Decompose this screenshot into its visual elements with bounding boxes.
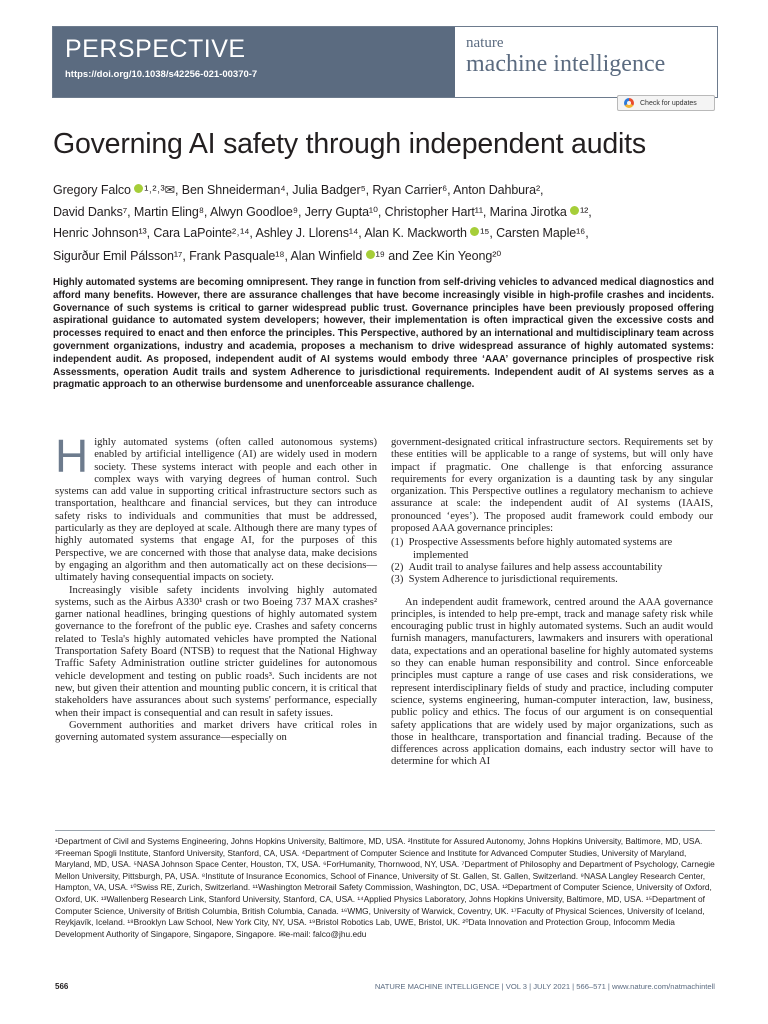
journal-header [52, 26, 718, 98]
author-line[interactable]: Henric Johnson¹³, Cara LaPointe²˒¹⁴, Ashley J. Llorens¹⁴, Alan K. Mackworth ¹⁵, Carsten Maple¹⁶, [53, 226, 589, 240]
check-for-updates-label: Check for updates [640, 99, 697, 107]
section-band [53, 27, 455, 97]
list-item: (1) Prospective Assessments before highly automated systems are implemented [391, 537, 673, 561]
author-line[interactable]: Gregory Falco ¹˒²˒³✉, Ben Shneiderman⁴, Julia Badger⁵, Ryan Carrier⁶, Anton Dahbura², [53, 183, 544, 197]
author-line[interactable]: Sigurður Emil Pálsson¹⁷, Frank Pasquale¹⁸, Alan Winfield ¹⁹ and Zee Kin Yeong²⁰ [53, 249, 502, 263]
orcid-icon[interactable] [470, 227, 479, 236]
orcid-icon[interactable] [570, 206, 579, 215]
journal-logo[interactable]: machine intelligence [466, 51, 666, 77]
page-number: 566 [55, 982, 69, 991]
abstract: Highly automated systems are becoming omnipresent. They range in function from self-driving vehicles to advanced medical diagnostics and afford many benefits. However, there are assurance challenges that have become increasingly visible in high-profile crashes and incidents. Governance of such systems is critical to garner widespread public trust. Governance principles have been previously proposed offering aspirational guidance to automated system developers; however, their implementation is often impractical given the excessive costs and processes required to enact and then enforce the principles. This Perspective, authored by an international and multidisciplinary team across government organizations, industry and academia, proposes a mechanism to drive widespread assurance of highly automated systems: independent audit. As proposed, independent audit of AI systems would embody three ‘AAA’ governance principles of prospective risk Assessments, operation Audit trails and system Adherence to jurisdictional requirements. Independent audit of AI systems serves as a pragmatic approach to an otherwise burdensome and unenforceable assurance challenge. [53, 277, 714, 391]
body-paragraph: government-designated critical infrastructure sectors. Requirements set by these entities will be applicable to a range of systems, but will only have impact if pragmatic. One challenge is that enforcing assurance requirements for every organization is a daunting task by any singular organization. This Perspective outlines a regulatory mechanism to achieve assurance at scale: the independent audit of AI systems (IAAIS, pronounced ‘eyes’). The proposed audit framework could embody our proposed AAA governance principles: [391, 437, 713, 535]
body-paragraph: Increasingly visible safety incidents involving highly automated systems, such as the Airbus A330¹ crash or two Boeing 737 MAX crashes² garner national headlines, bringing questions of highly automated system governance to the forefront of the public eye. Crashes and safety concerns related to Tesla's highly automated vehicles have prompted the National Transportation Safety Board (NTSB) to request that the National Highway Traffic Safety Administration outline stricter guidelines for autonomous vehicle development and testing on public roads³. Such incidents are not new, but given their attention and mounting public concern, it is critical that stakeholders have assurances about such systems' performance, especially when their impact is consequential and can result in safety issues. [55, 584, 377, 719]
body-paragraph: An independent audit framework, centred around the AAA governance principles, is intended to help pre-empt, track and manage safety risk while encouraging public trust in highly automated systems. Such an audit would furnish managers, manufacturers, lawmakers and insurers with operational data, expectations and an operational baseline for highly automated systems so they can enable human responsibility and control. Since enforceable principles must capture a range of use cases and risk considerations, we represent interdisciplinary fields of study and practice, including computer science, systems engineering, human-computer interaction, law, business, public policy and ethics. The focus of our argument is on consequential safety applications that are widely used by major organizations, such as those in healthcare, transportation and financial trading. Because of the differences across application domains, each industry sector will have to determine for which AI [391, 596, 713, 768]
footer-journal-info[interactable]: NATURE MACHINE INTELLIGENCE | VOL 3 | JULY 2021 | 566–571 | www.nature.com/natmachintell [374, 982, 715, 991]
check-for-updates-button[interactable] [617, 95, 715, 111]
body-column-right [391, 437, 713, 769]
crossmark-icon [624, 98, 634, 108]
orcid-icon[interactable] [134, 184, 143, 193]
list-item: (2) Audit trail to analyse failures and help assess accountability [391, 561, 663, 573]
section-label: PERSPECTIVE [65, 35, 246, 63]
article-title: Governing AI safety through independent audits [53, 128, 646, 160]
body-column-left [55, 430, 377, 744]
doi-link[interactable]: https://doi.org/10.1038/s42256-021-00370-7 [65, 69, 258, 80]
paragraph-text: ighly automated systems (often called autonomous systems) enabled by artificial intelligence (AI) are widely used in modern society. These systems interact with people and each other in complex ways with varying degrees of human control. Such systems can add value in supporting critical infrastructure sectors such as transportation, healthcare and financial services, but they can introduce safety risks to individuals and communities that must be addressed, particularly as they are deployed at scale. Although there are many types of highly automated systems that engage AI, for the purposes of this Perspective, we are concerned with those that analyse data, make decisions by engaging an algorithm and then automatically act on these decisions—ultimately having consequential impacts on society. [55, 437, 377, 584]
orcid-icon[interactable] [366, 250, 375, 259]
affiliations-divider [55, 830, 715, 831]
affiliations: ¹Department of Civil and Systems Engineering, Johns Hopkins University, Baltimore, MD, USA. ²Institute for Assured Autonomy, Johns Hopkins University, Baltimore, MD, USA. ³Freeman Spogli Institute, Stanford University, Stanford, CA, USA. ⁴Department of Computer Science and Institute for Advanced Computer Studies, University of Maryland, Maryland, MD, USA. ⁵NASA Johnson Space Center, Houston, TX, USA. ⁶ForHumanity, Thornwood, NY, USA. ⁷Department of Philosophy and Department of Psychology, Carnegie Mellon University, Pittsburgh, PA, USA. ⁸Institute of Insurance Economics, School of Finance, University of St. Gallen, St. Gallen, Switzerland. ⁹NASA Langley Research Center, Hampton, VA, USA. ¹⁰Swiss RE, Zurich, Switzerland. ¹¹Washington Metrorail Safety Commission, Washington, DC, USA. ¹²Department of Computer Science, University of Oxford, Oxford, UK. ¹³Wallenberg Research Link, Stanford University, Stanford, CA, USA. ¹⁴Applied Physics Laboratory, Johns Hopkins University, Baltimore, MD, USA. ¹⁵Department of Computer Science, University of British Columbia, British Columbia, Canada. ¹⁶WMG, University of Warwick, Coventry, UK. ¹⁷Faculty of Physical Sciences, University of Iceland, Reykjavík, Iceland. ¹⁸Brooklyn Law School, New York City, NY, USA. ¹⁹Bristol Robotics Lab, UWE, Bristol, UK. ²⁰Data Innovation and Protection Group, Infocomm Media Development Authority of Singapore, Singapore, Singapore. ✉e-mail: falco@jhu.edu [55, 836, 715, 939]
body-paragraph [55, 430, 377, 585]
drop-cap: H [55, 430, 89, 482]
body-paragraph: Government authorities and market drivers have critical roles in governing automated system assurance—especially on [55, 719, 377, 744]
journal-prefix: nature [466, 35, 504, 51]
list-item: (3) System Adherence to jurisdictional requirements. [391, 574, 618, 586]
principles-list [391, 537, 713, 586]
author-line[interactable]: David Danks⁷, Martin Eling⁸, Alwyn Goodloe⁹, Jerry Gupta¹⁰, Christopher Hart¹¹, Marina Jirotka ¹², [53, 205, 592, 219]
